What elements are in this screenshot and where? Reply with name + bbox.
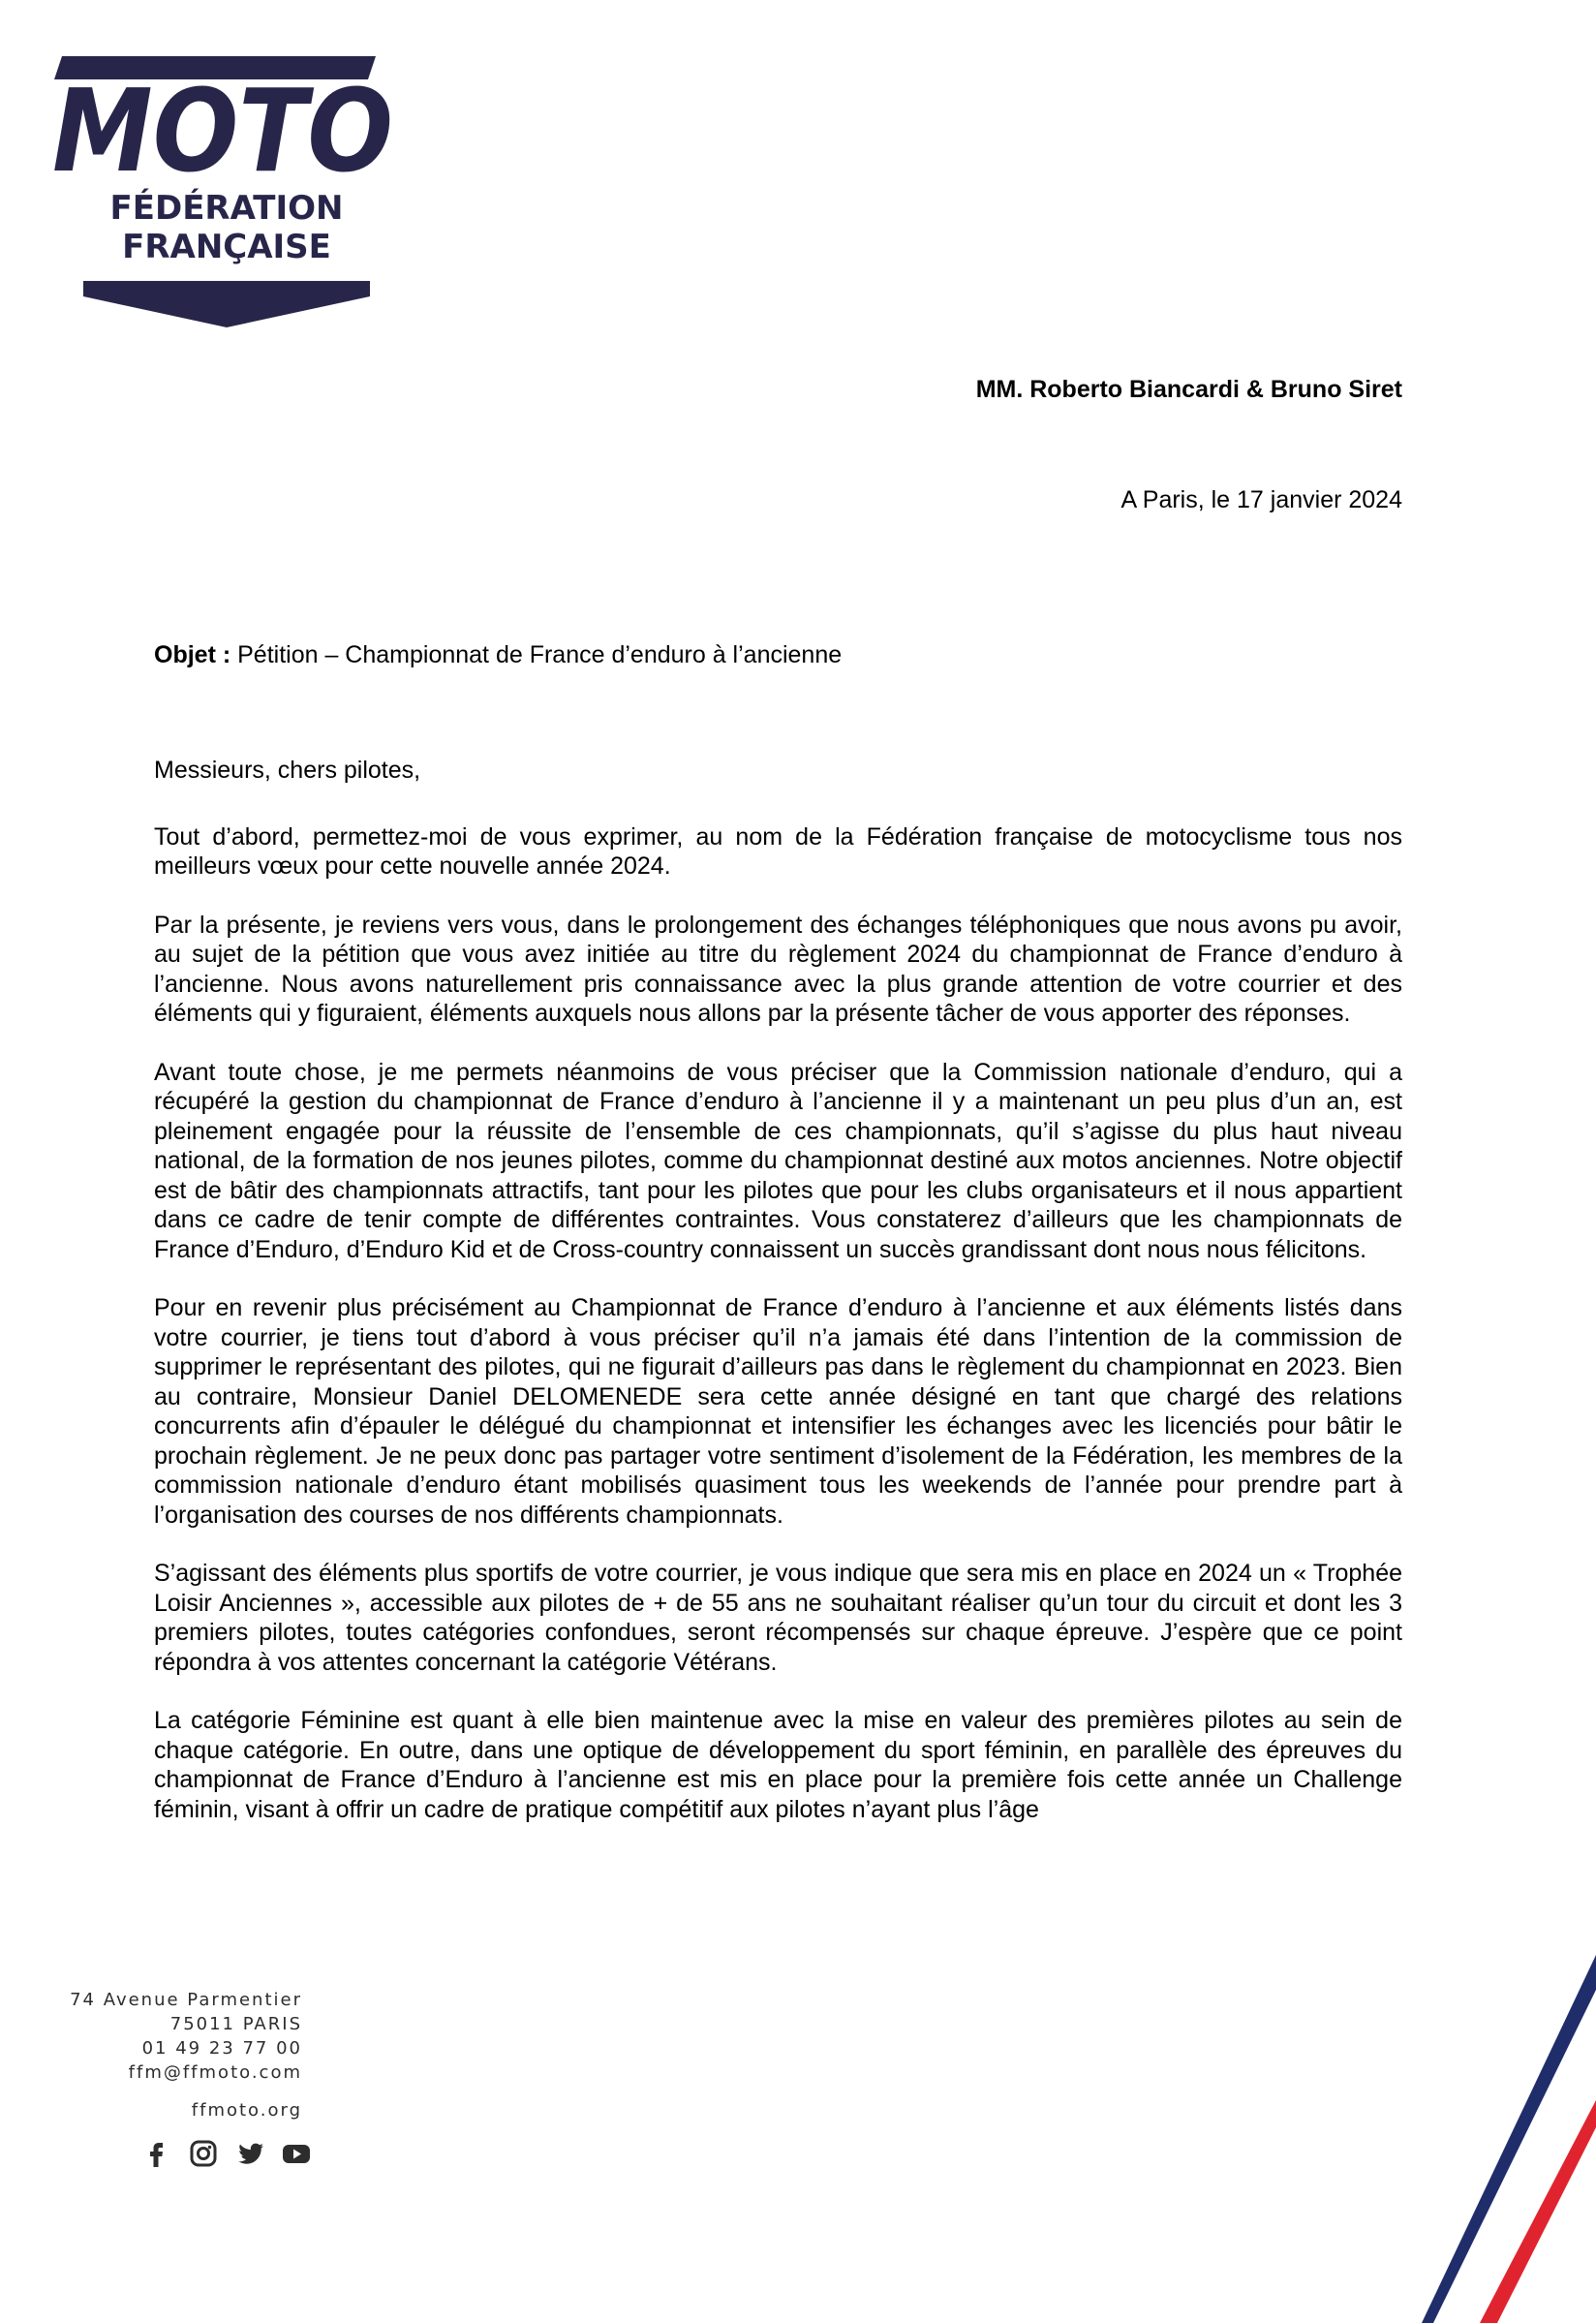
footer-contact [70, 1988, 302, 2122]
paragraph: Pour en revenir plus précisément au Championnat de France d’enduro à l’ancienne et aux éléments listés dans votre courrier, je tiens tout d’abord à vous préciser qu’il n’a jamais été dans l’intention de la commission de supprimer le représentant des pilotes, qui ne figurait d’ailleurs pas dans le règlement du championnat en 2023. Bien au contraire, Monsieur Daniel DELOMENEDE sera cette année désigné en tant que chargé des relations concurrents afin d’épauler le délégué du championnat et intensifier les échanges avec les licenciés pour bâtir le prochain règlement. Je ne peux donc pas partager votre sentiment d’isolement de la Fédération, les membres de la commission nationale d’enduro étant mobilisés quasiment tous les weekends de l’année pour prendre part à l’organisation des courses de nos différents championnats. [154, 1294, 1402, 1529]
social-icons [140, 2137, 313, 2170]
subject-line [154, 641, 842, 669]
letter-body [154, 756, 1402, 1853]
postal-line: 75011 PARIS [169, 2014, 302, 2034]
subject-label: Objet : [154, 641, 231, 668]
paragraph: La catégorie Féminine est quant à elle bien maintenue avec la mise en valeur des premières pilotes au sein de chaque catégorie. En outre, dans une optique de développement du sport féminin, en parallèle des épreuves du championnat de France d’Enduro à l’ancienne est mis en place pour la première fois cette année un Challenge féminin, visant à offrir un cadre de pratique compétitif aux pilotes n’ayant plus l’âge [154, 1707, 1402, 1823]
salutation: Messieurs, chers pilotes, [154, 757, 421, 784]
recipient-line: MM. Roberto Biancardi & Bruno Siret [975, 376, 1402, 403]
ffm-logo [41, 56, 413, 327]
facebook-icon[interactable] [140, 2137, 173, 2170]
twitter-icon[interactable] [233, 2137, 266, 2170]
email-link[interactable]: ffm@ffmoto.com [128, 2062, 302, 2083]
tricolour-stripe-decoration [1422, 1955, 1596, 2323]
website-link[interactable]: ffmoto.org [191, 2100, 302, 2121]
subject-text: Pétition – Championnat de France d’enduro à l’ancienne [230, 641, 843, 668]
paragraph: S’agissant des éléments plus sportifs de votre courrier, je vous indique que sera mis en place en 2024 un « Trophée Loisir Anciennes », accessible aux pilotes de + de 55 ans ne souhaitant réaliser qu’un tour du circuit et dont les 3 premiers pilotes, toutes catégories confondues, seront récompensés sur chaque épreuve. J’espère que ce point répondra à vos attentes concernant la catégorie Vétérans. [154, 1560, 1402, 1676]
logo-line-2: FRANÇAISE [122, 228, 331, 266]
address-line: 74 Avenue Parmentier [70, 1990, 302, 2010]
phone-number: 01 49 23 77 00 [141, 2038, 302, 2059]
paragraph: Tout d’abord, permettez-moi de vous exprimer, au nom de la Fédération française de motocyclisme tous nos meilleurs vœux pour cette nouvelle année 2024. [154, 822, 1402, 880]
logo-wordmark: MOTO [52, 64, 393, 198]
instagram-icon[interactable] [187, 2137, 220, 2170]
date-line: A Paris, le 17 janvier 2024 [1120, 486, 1402, 513]
paragraph: Avant toute chose, je me permets néanmoins de vous préciser que la Commission nationale d’enduro, qui a récupéré la gestion du championnat de France d’enduro à l’ancienne il y a maintenant un peu plus d’un an, est pleinement engagée pour la réussite de l’ensemble de ces championnats, qu’il s’agisse du plus haut niveau national, de la formation de nos jeunes pilotes, comme du championnat destiné aux motos anciennes. Notre objectif est de bâtir des championnats attractifs, tant pour les pilotes que pour les clubs organisateurs et il nous appartient dans ce cadre de tenir compte de différentes contraintes. Vous constaterez d’ailleurs que les championnats de France d’Enduro, d’Enduro Kid et de Cross-country connaissent un succès grandissant dont nous nous félicitons. [154, 1058, 1402, 1263]
youtube-icon[interactable] [280, 2137, 313, 2170]
paragraph: Par la présente, je reviens vers vous, dans le prolongement des échanges téléphoniques que nous avons pu avoir, au sujet de la pétition que vous avez initiée au titre du règlement 2024 du championnat de France d’enduro à l’ancienne. Nous avons naturellement pris connaissance avec la plus grande attention de votre courrier et des éléments qui y figuraient, éléments auxquels nous allons par la présente tâcher de vous apporter des réponses. [154, 911, 1402, 1027]
logo-line-1: FÉDÉRATION [109, 189, 344, 228]
